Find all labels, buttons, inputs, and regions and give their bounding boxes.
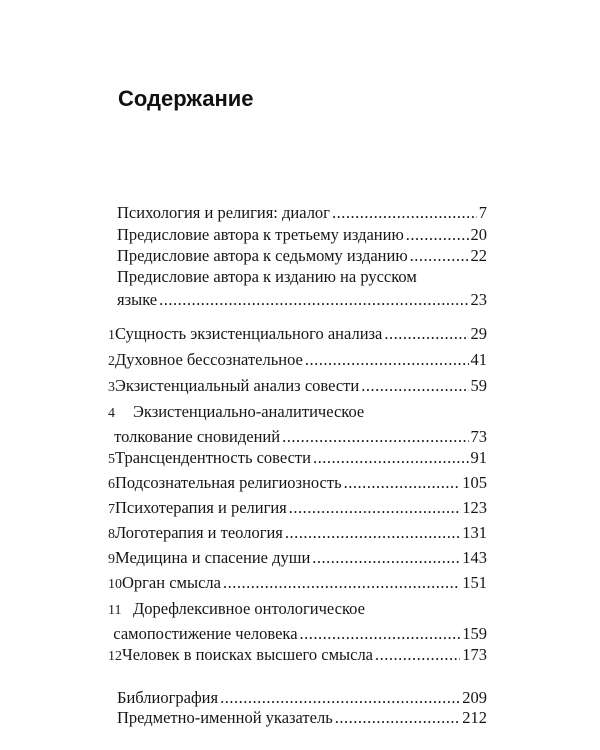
toc-entry-page: 209 (462, 688, 487, 707)
toc-entry (117, 706, 487, 729)
toc-entry (117, 265, 487, 311)
dot-leader (159, 288, 468, 311)
toc-entry-page: 59 (470, 376, 487, 395)
toc-entry-page: 41 (470, 350, 487, 369)
toc-chapter (108, 571, 487, 596)
dot-leader (313, 446, 469, 469)
toc-entry-title: Человек в поисках высшего смысла (122, 645, 373, 664)
dot-leader (344, 471, 461, 494)
toc-chapter (108, 446, 487, 471)
toc-entry-page: 173 (462, 645, 487, 664)
dot-leader (289, 496, 460, 519)
chapter-number: 9 (108, 552, 115, 567)
toc-entry-page: 20 (470, 225, 487, 244)
chapter-number: 6 (108, 477, 115, 492)
chapter-number: 11 (108, 603, 122, 618)
toc-chapter (108, 643, 487, 668)
toc-entry (117, 201, 487, 224)
toc-entry-page: 159 (462, 624, 487, 643)
toc-entry-title: толкование сновидений (114, 427, 281, 446)
toc-entry-title: языке (117, 290, 158, 309)
toc-entry-title-line1: Предисловие автора к изданию на русском (117, 267, 417, 286)
dot-leader (361, 374, 468, 397)
dot-leader (384, 322, 468, 345)
chapter-number: 2 (108, 354, 115, 369)
toc-entry-page: 131 (462, 523, 487, 542)
toc-entry-title: Предисловие автора к седьмому изданию (117, 246, 408, 265)
toc-entry-title: Предметно-именной указатель (117, 708, 333, 727)
dot-leader (406, 223, 469, 246)
toc-entry-title: Логотерапия и теология (115, 523, 283, 542)
toc-chapter (108, 546, 487, 571)
toc-entry-title-line1: Экзистенциально-аналитическое (133, 402, 365, 421)
chapter-number: 10 (108, 577, 122, 592)
toc-entry-page: 123 (462, 498, 487, 517)
toc-chapter (108, 471, 487, 496)
chapter-number: 1 (108, 328, 115, 343)
dot-leader (332, 201, 477, 224)
dot-leader (285, 521, 460, 544)
toc-entry-title: Библиография (117, 688, 219, 707)
page-title: Содержание (118, 86, 254, 111)
dot-leader (410, 244, 469, 267)
toc-entry-title: Трансцендентность совести (115, 448, 311, 467)
toc-entry-page: 91 (470, 448, 487, 467)
toc-entry-title: Предисловие автора к третьему изданию (117, 225, 404, 244)
toc-entry (117, 223, 487, 246)
chapter-number: 8 (108, 527, 115, 542)
toc-entry-title-line1: Дорефлексивное онтологическое (133, 599, 365, 618)
toc-entry-page: 105 (462, 473, 487, 492)
toc-chapter (108, 322, 487, 347)
chapter-number: 3 (108, 380, 115, 395)
toc-entry-page: 151 (462, 573, 487, 592)
toc-entry-title: Сущность экзистенциального анализа (115, 324, 383, 343)
toc-entry-page: 73 (470, 427, 487, 446)
toc-entry-title: Духовное бессознательное (115, 350, 303, 369)
toc-chapter (108, 496, 487, 521)
toc-entry-page: 143 (462, 548, 487, 567)
toc-entry-title: Подсознательная религиозность (115, 473, 342, 492)
dot-leader (312, 546, 460, 569)
toc-entry-page: 7 (478, 203, 487, 222)
toc-chapter (108, 597, 487, 645)
chapter-number: 5 (108, 452, 115, 467)
toc-entry-title: самопостижение человека (113, 624, 298, 643)
dot-leader (335, 706, 461, 729)
toc-entry-title: Психотерапия и религия (115, 498, 287, 517)
dot-leader (305, 348, 469, 371)
toc-entry-page: 22 (470, 246, 487, 265)
toc-entry-title: Медицина и спасение души (115, 548, 311, 567)
chapter-number: 7 (108, 502, 115, 517)
dot-leader (282, 425, 468, 448)
toc-entry-title: Орган смысла (122, 573, 221, 592)
toc-chapter (108, 374, 487, 399)
chapter-number: 4 (108, 406, 115, 421)
dot-leader (300, 622, 461, 645)
toc-chapter (108, 348, 487, 373)
toc-entry-title: Экзистенциальный анализ совести (115, 376, 360, 395)
toc-entry-title: Психология и религия: диалог (117, 203, 330, 222)
dot-leader (223, 571, 460, 594)
dot-leader (375, 643, 460, 666)
chapter-number: 12 (108, 649, 122, 664)
toc-chapter (108, 521, 487, 546)
toc-entry-page: 23 (470, 290, 487, 309)
toc-chapter (108, 400, 487, 448)
toc-entry-page: 29 (470, 324, 487, 343)
toc-entry (117, 244, 487, 267)
toc-entry-page: 212 (462, 708, 487, 727)
